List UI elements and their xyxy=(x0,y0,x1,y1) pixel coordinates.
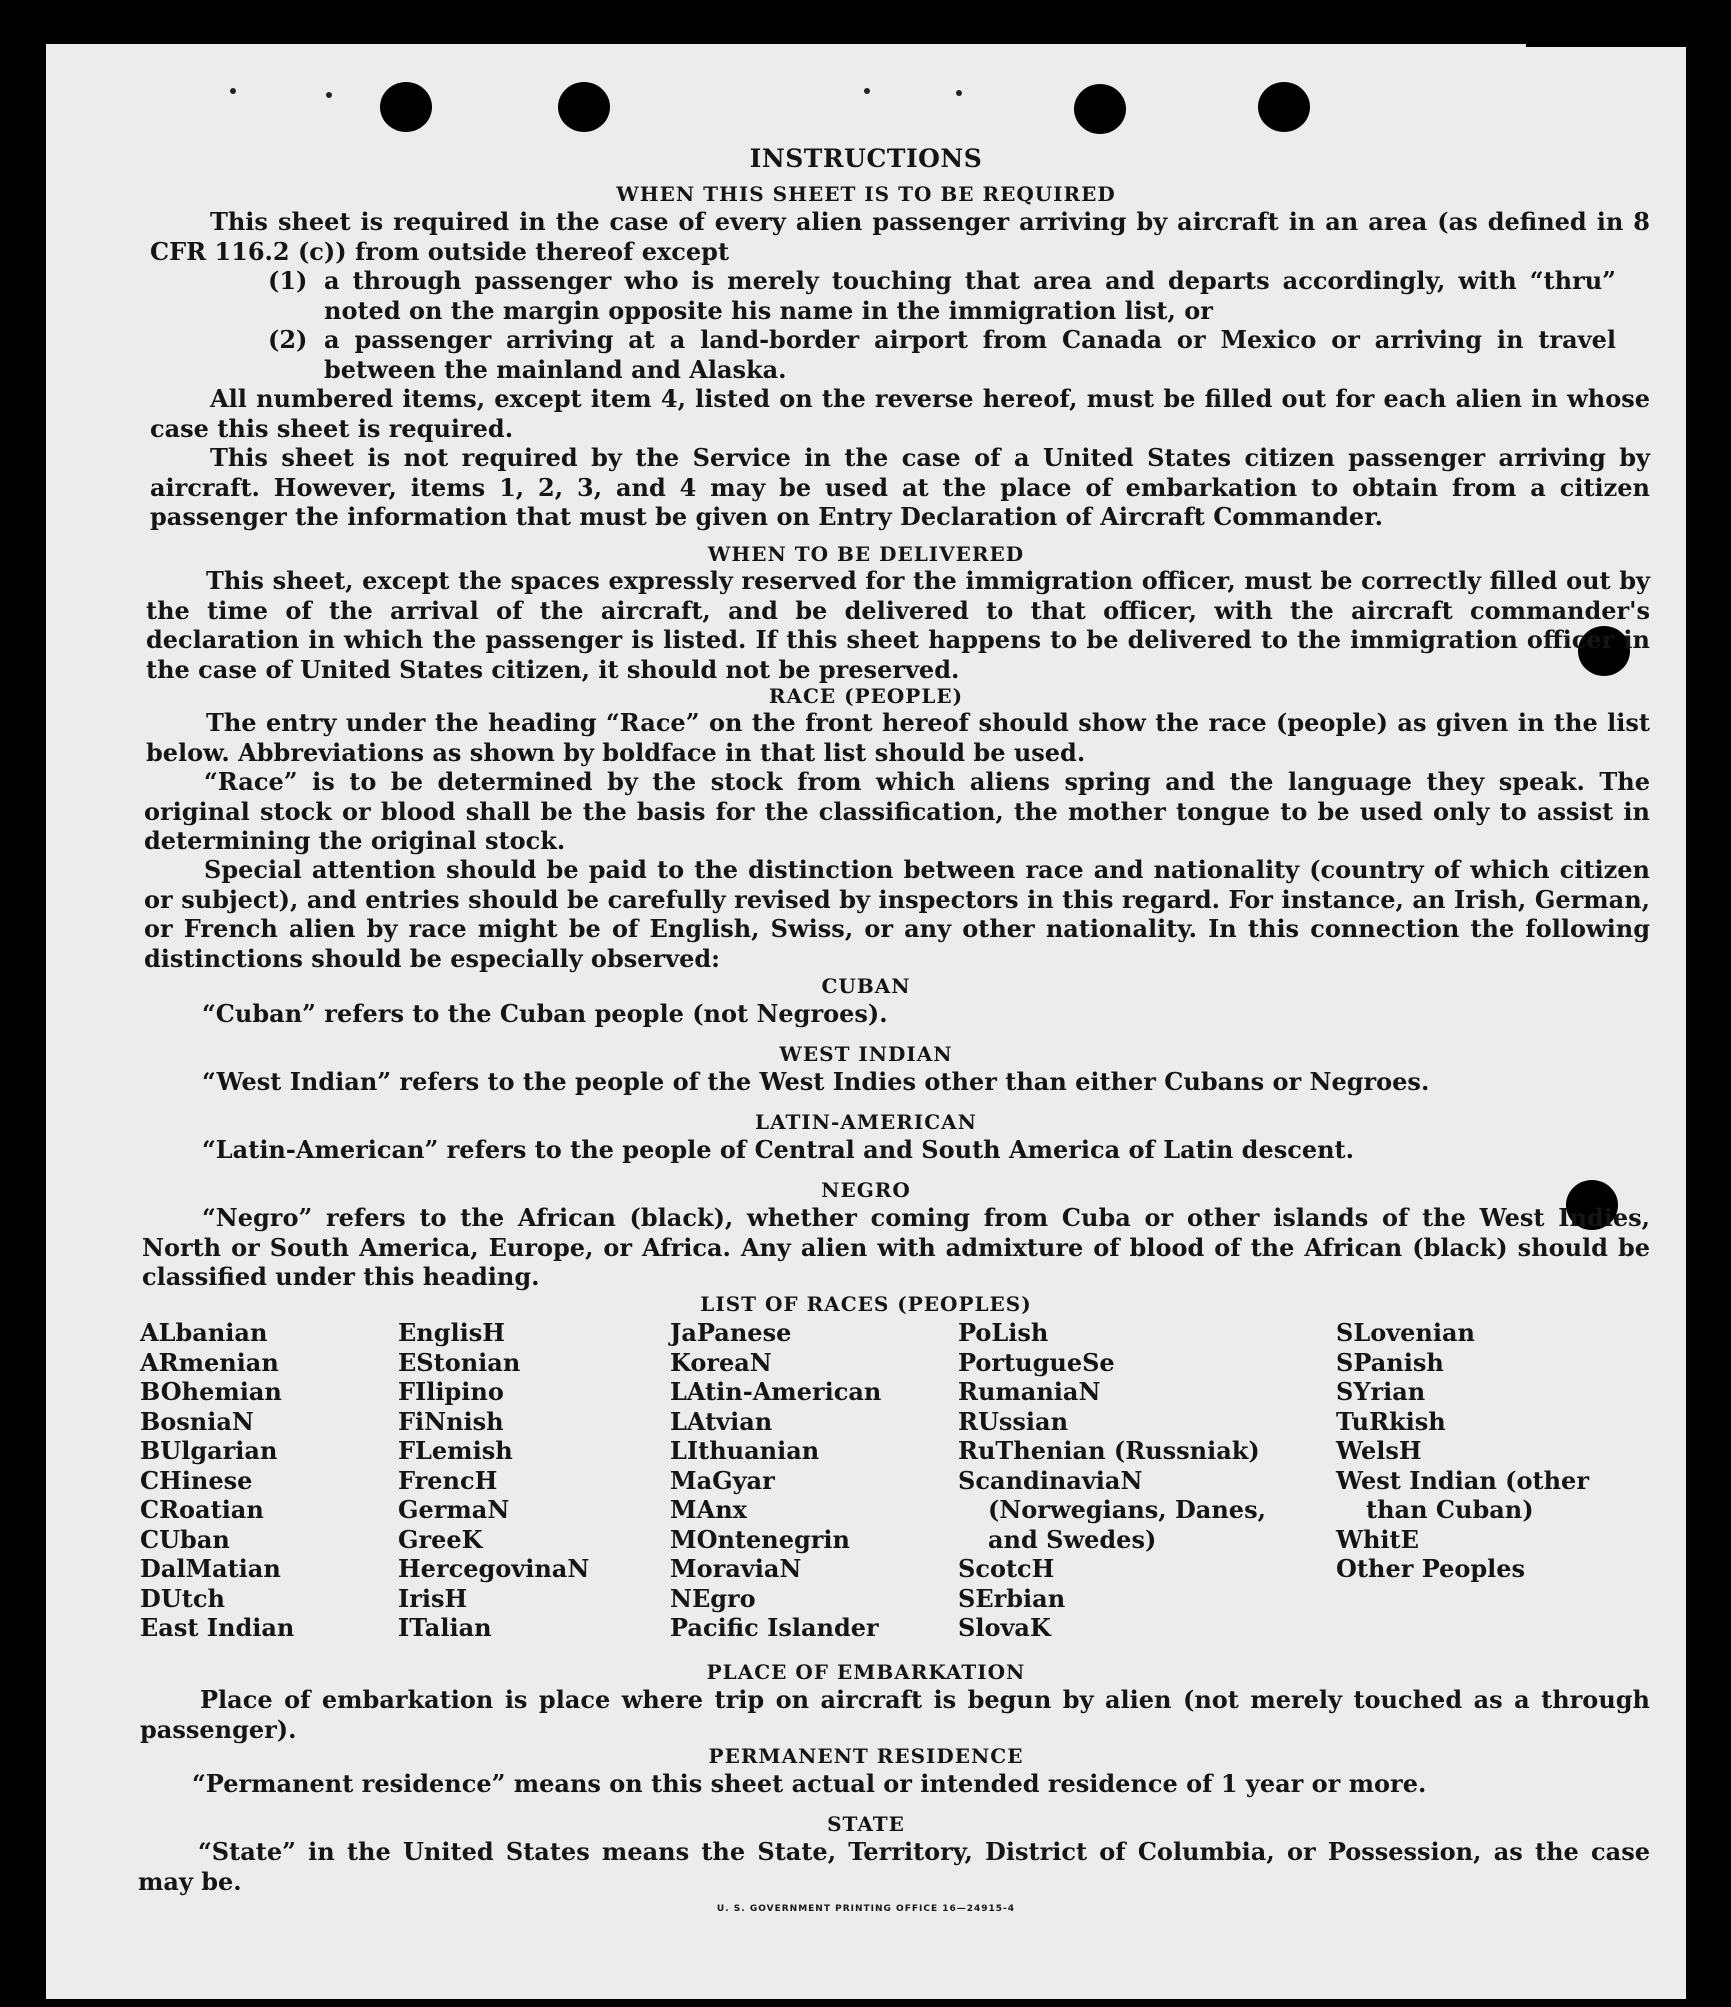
race-list-item: BUlgarian xyxy=(140,1436,278,1465)
race-list-item: LIthuanian xyxy=(670,1436,820,1465)
state-text: “State” in the United States means the State, Territory, District of Columbia, or Possession, as the case may be. xyxy=(138,1837,1650,1896)
numbered-items-note: All numbered items, except item 4, listed on the reverse hereof, must be filled out for each alien in whose case this sheet is required. xyxy=(150,384,1650,443)
page-corner-tab xyxy=(1526,44,1686,91)
heading-state: STATE xyxy=(827,1812,905,1836)
punch-hole xyxy=(380,82,432,132)
race-list-item: FIlipino xyxy=(398,1377,504,1406)
race-list-item: FiNnish xyxy=(398,1406,504,1436)
race-paragraph-3: Special attention should be paid to the distinction between race and nationality (country of which citizen or subject), and entries should be carefully revised by inspectors in this regard. For instance, an Irish, German, or French alien by race might be of English, Swiss, or any other nationality. In this connection the following distinctions should be especially observed: xyxy=(144,855,1650,973)
race-list-item: MoraviaN xyxy=(670,1554,802,1583)
race-list-item: FrencH xyxy=(398,1465,498,1495)
heading-when-delivered: WHEN TO BE DELIVERED xyxy=(707,542,1025,566)
heading-list-of-races: LIST OF RACES (PEOPLES) xyxy=(700,1292,1032,1316)
race-list-item: RumaniaN xyxy=(958,1377,1101,1406)
race-list-column xyxy=(958,1318,1266,1643)
heading-cuban: CUBAN xyxy=(821,974,911,998)
heading-place-of-embarkation: PLACE OF EMBARKATION xyxy=(706,1660,1026,1684)
race-list-item: CHinese xyxy=(140,1465,253,1495)
cuban-text: “Cuban” refers to the Cuban people (not Negroes). xyxy=(202,999,888,1028)
race-list-item: LAtin-American xyxy=(670,1377,882,1406)
race-list-item: CRoatian xyxy=(140,1495,264,1524)
permanent-residence-text: “Permanent residence” means on this sheet actual or intended residence of 1 year or more. xyxy=(192,1769,1427,1798)
race-list-item: DalMatian xyxy=(140,1554,281,1583)
when-required-intro: This sheet is required in the case of every alien passenger arriving by aircraft in an area (as defined in 8 CFR 116.2 (c)) from outside thereof except xyxy=(150,207,1650,266)
place-of-embarkation-text: Place of embarkation is place where trip on aircraft is begun by alien (not merely touched as a through passenger). xyxy=(140,1685,1650,1744)
race-list-item: WelsH xyxy=(1336,1436,1422,1465)
race-list-item: BosniaN xyxy=(140,1406,254,1436)
race-list-column xyxy=(398,1318,658,1643)
race-list-item: FLemish xyxy=(398,1436,513,1465)
race-list-item: East Indian xyxy=(140,1613,295,1642)
race-list-item: JaPanese xyxy=(670,1318,792,1347)
speck xyxy=(956,90,962,96)
race-list-item: RuThenian (Russniak) xyxy=(958,1436,1260,1465)
speck xyxy=(864,88,870,94)
speck xyxy=(230,88,236,94)
race-list-item: SLovenian xyxy=(1336,1318,1475,1347)
race-list-item: SErbian xyxy=(958,1583,1066,1613)
race-list-item: KoreaN xyxy=(670,1347,772,1377)
latin-american-text: “Latin-American” refers to the people of Central and South America of Latin descent. xyxy=(202,1135,1354,1164)
race-list-item: SPanish xyxy=(1336,1347,1444,1377)
race-list-item: IrisH xyxy=(398,1583,468,1613)
exception-number: (1) xyxy=(268,266,308,295)
race-list-item: WhitE xyxy=(1336,1524,1419,1554)
race-list-item: HercegovinaN xyxy=(398,1554,590,1583)
heading-permanent-residence: PERMANENT RESIDENCE xyxy=(708,1744,1024,1768)
exception-text: a passenger arriving at a land-border airport from Canada or Mexico or arriving in travel between the mainland and Alaska. xyxy=(324,325,1616,384)
heading-latin-american: LATIN-AMERICAN xyxy=(755,1110,977,1134)
race-list-item: CUban xyxy=(140,1524,230,1554)
race-list-column xyxy=(1336,1318,1636,1584)
race-list-item: West Indian (other than Cuban) xyxy=(1336,1465,1589,1524)
race-list-item: EnglisH xyxy=(398,1318,505,1347)
race-list-item: Pacific Islander xyxy=(670,1613,879,1642)
heading-negro: NEGRO xyxy=(821,1178,911,1202)
race-list-item: ALbanian xyxy=(140,1318,268,1347)
race-list-item: ScandinaviaN (Norwegians, Danes, and Swedes) xyxy=(958,1465,1266,1554)
citizen-note: This sheet is not required by the Service in the case of a United States citizen passenger arriving by aircraft. However, items 1, 2, 3, and 4 may be used at the place of embarkation to obtain from a citizen passenger the information that must be given on Entry Declaration of Aircraft Commander. xyxy=(150,443,1650,531)
race-list-item: PoLish xyxy=(958,1318,1049,1347)
west-indian-text: “West Indian” refers to the people of the West Indies other than either Cubans or Negroes. xyxy=(202,1067,1430,1096)
exception-text: a through passenger who is merely touching that area and departs accordingly, with “thru” noted on the margin opposite his name in the immigration list, or xyxy=(324,266,1616,325)
race-list-item: RUssian xyxy=(958,1406,1069,1436)
race-list-item: MaGyar xyxy=(670,1465,775,1495)
race-paragraph-1: The entry under the heading “Race” on the front hereof should show the race (people) as given in the list below. Abbreviations as shown by boldface in that list should be used. xyxy=(146,708,1650,767)
race-list-item: LAtvian xyxy=(670,1406,773,1436)
race-list-item: NEgro xyxy=(670,1583,756,1613)
heading-west-indian: WEST INDIAN xyxy=(779,1042,953,1066)
race-list-item: MAnx xyxy=(670,1495,747,1524)
race-list-item: TuRkish xyxy=(1336,1406,1446,1436)
page-title: INSTRUCTIONS xyxy=(749,144,983,173)
punch-hole xyxy=(1258,82,1310,132)
race-list-item: DUtch xyxy=(140,1583,225,1613)
race-paragraph-2: “Race” is to be determined by the stock from which aliens spring and the language they speak. The original stock or blood shall be the basis for the classification, the mother tongue to be used only to assist in determining the original stock. xyxy=(144,767,1650,855)
race-list-item: PortugueSe xyxy=(958,1347,1115,1377)
race-list-column xyxy=(670,1318,950,1643)
when-delivered-text: This sheet, except the spaces expressly reserved for the immigration officer, must be correctly filled out by the time of the arrival of the aircraft, and be delivered to that officer, with the aircraft commander's declaration in which the passenger is listed. If this sheet happens to be delivered to the immigration officer in the case of United States citizen, it should not be preserved. xyxy=(146,566,1650,684)
race-list-item: GermaN xyxy=(398,1495,510,1524)
speck xyxy=(326,92,332,98)
race-list-item: SlovaK xyxy=(958,1613,1051,1642)
race-list-column xyxy=(140,1318,390,1643)
punch-hole xyxy=(1074,84,1126,134)
race-list-item: EStonian xyxy=(398,1347,521,1377)
heading-race: RACE (PEOPLE) xyxy=(768,684,964,708)
punch-hole xyxy=(558,82,610,132)
race-list-item: SYrian xyxy=(1336,1377,1426,1406)
race-list-item: Other Peoples xyxy=(1336,1554,1526,1583)
race-list-item: ScotcH xyxy=(958,1554,1055,1583)
race-list-item: GreeK xyxy=(398,1524,483,1554)
heading-when-required: WHEN THIS SHEET IS TO BE REQUIRED xyxy=(616,182,1116,206)
race-list-item: ARmenian xyxy=(140,1347,279,1377)
negro-text: “Negro” refers to the African (black), whether coming from Cuba or other islands of the West Indies, North or South America, Europe, or Africa. Any alien with admixture of blood of the African (black) should be classified under this heading. xyxy=(142,1203,1650,1291)
race-list-item: ITalian xyxy=(398,1613,492,1642)
race-list-item: MOntenegrin xyxy=(670,1524,850,1554)
race-list-item: BOhemian xyxy=(140,1377,282,1406)
exception-number: (2) xyxy=(268,325,308,354)
instruction-sheet xyxy=(46,44,1686,1999)
printing-office-footer: U. S. GOVERNMENT PRINTING OFFICE 16—24915-4 xyxy=(716,1904,1016,1914)
